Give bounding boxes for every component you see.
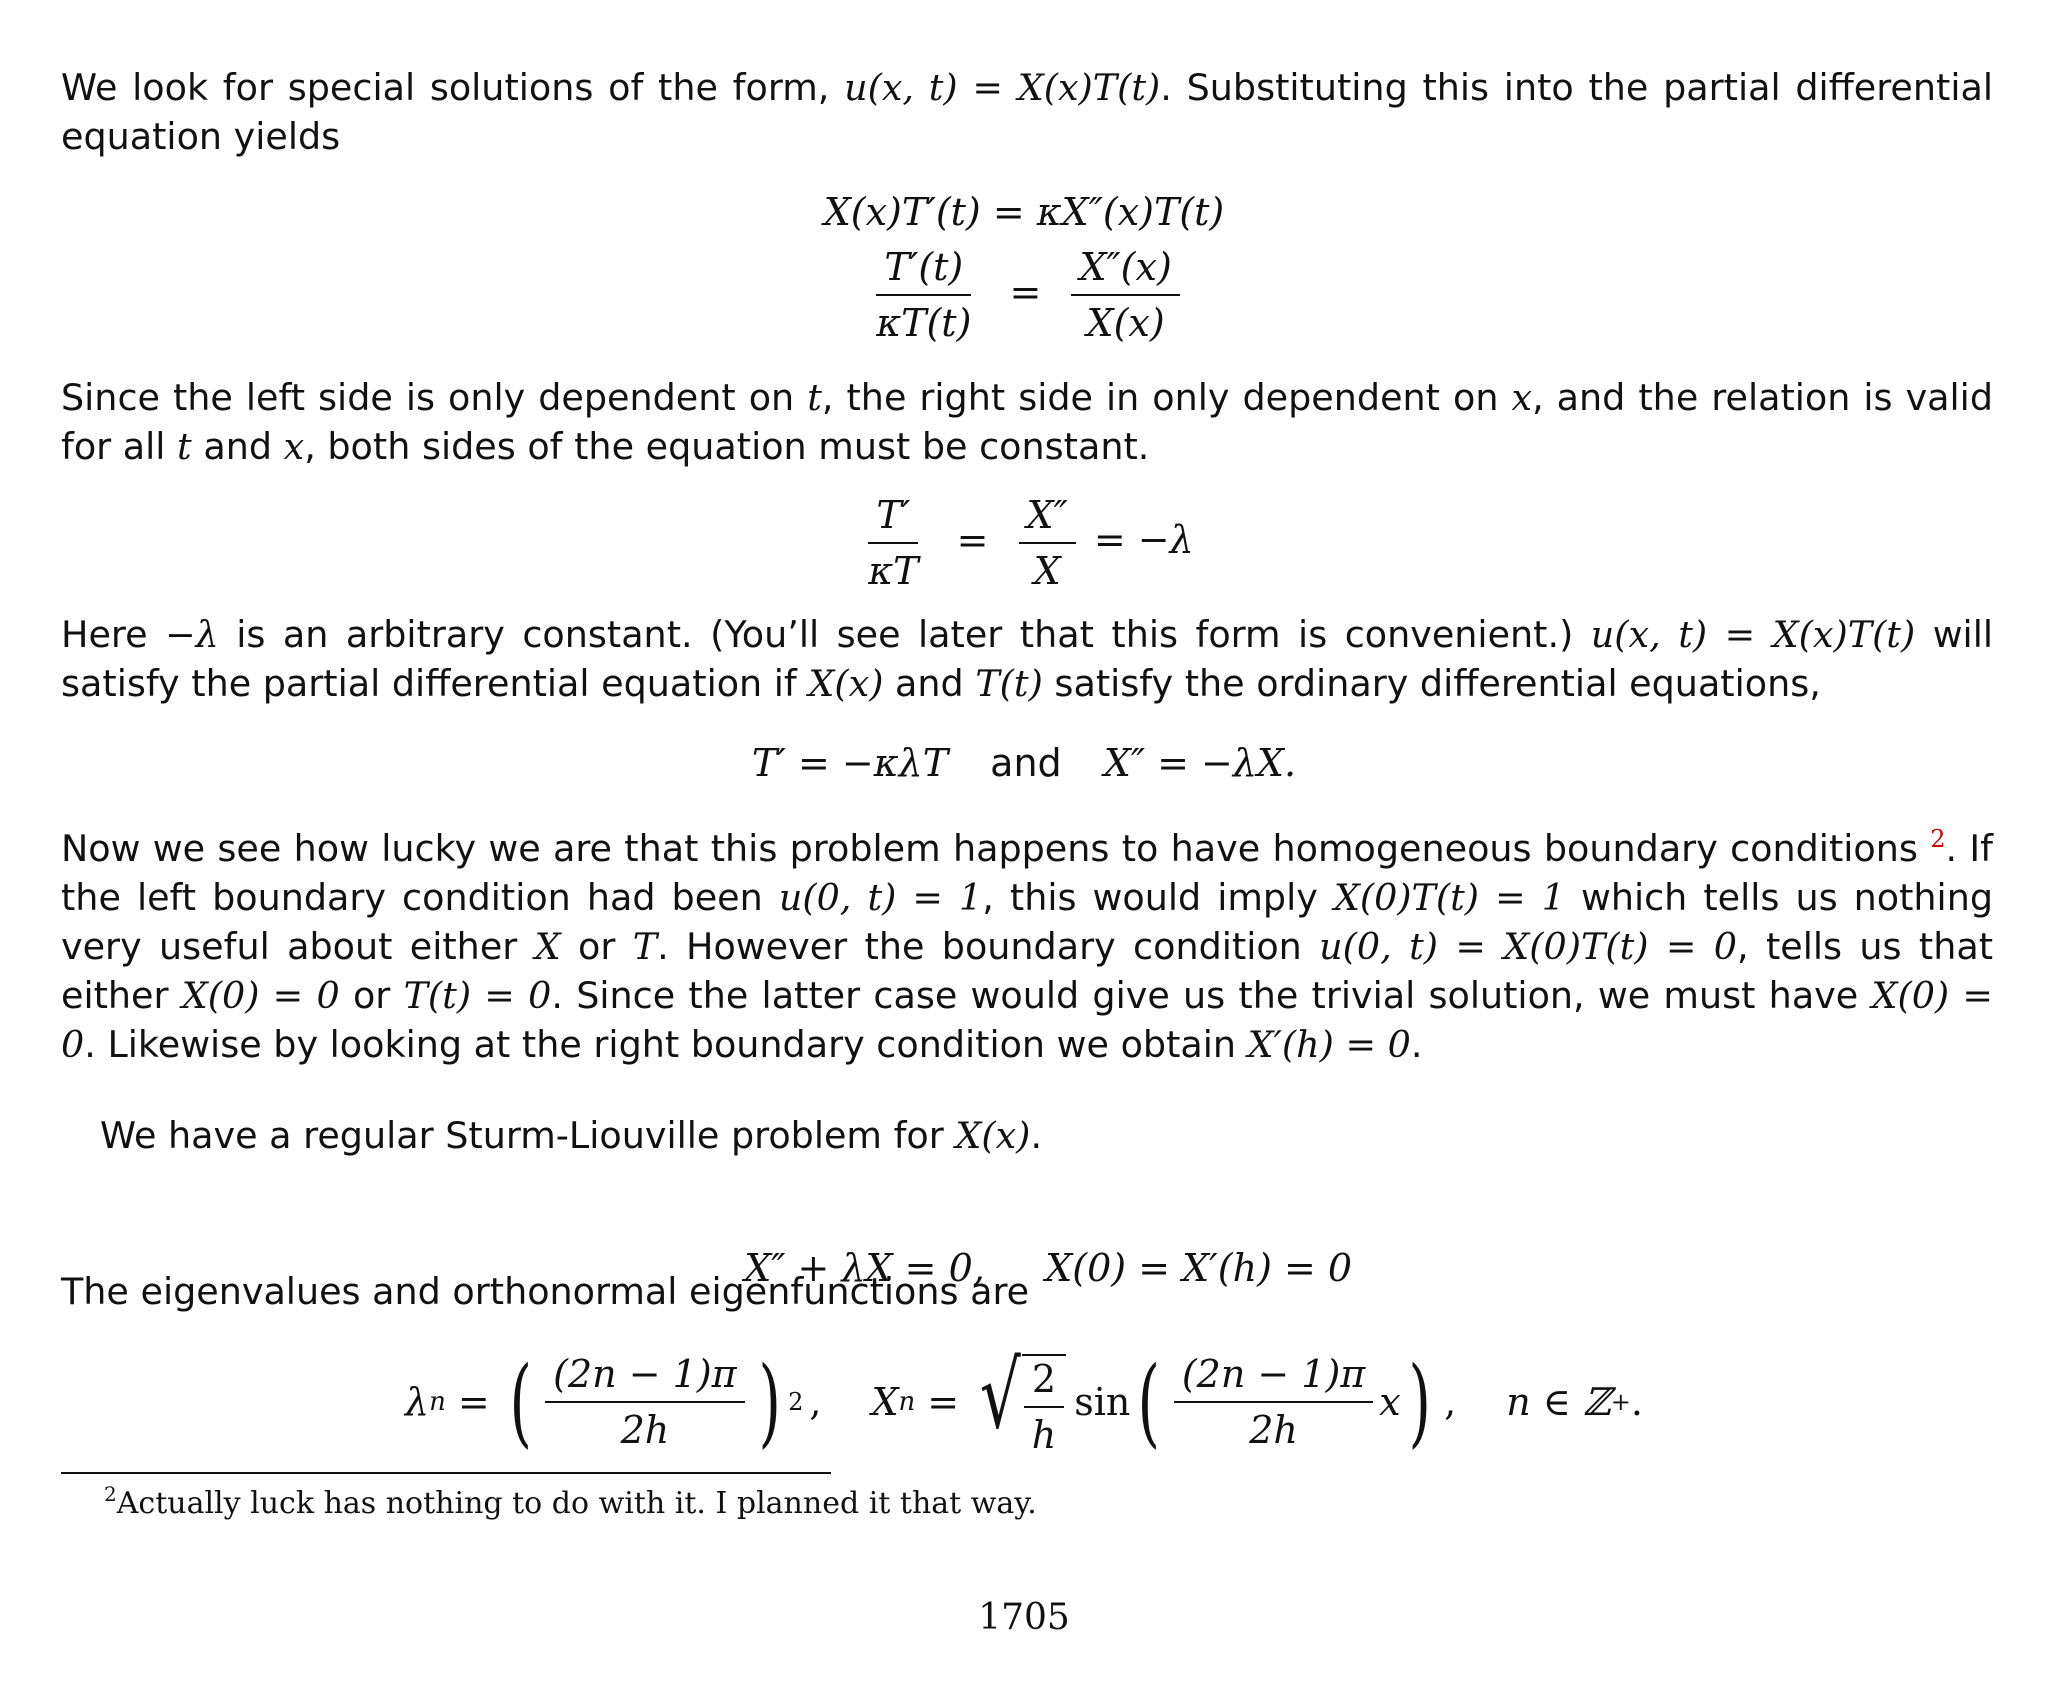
lambda-symbol: λ xyxy=(405,1380,430,1424)
paragraph-boundary-conditions xyxy=(61,815,1993,1069)
exponent: 2 xyxy=(788,1388,804,1416)
text-run: or xyxy=(560,925,633,968)
fraction-eigenvalue xyxy=(545,1351,744,1453)
denominator: h xyxy=(1031,1413,1057,1457)
equals-sign: = xyxy=(457,1380,490,1424)
ode-X: X″ = −λX. xyxy=(1103,741,1297,785)
math-inline: −λ xyxy=(165,613,219,656)
subscript: n xyxy=(429,1387,446,1417)
text-run: . Since the latter case would give us the trivial solution, we must have xyxy=(551,974,1872,1017)
equation-line: X(x)T′(t) = κX″(x)T(t) xyxy=(823,190,1225,234)
right-paren: ) xyxy=(758,1346,781,1458)
text-run: will satisfy the partial differential equation if xyxy=(61,613,1993,705)
text-run: . However the boundary condition xyxy=(657,925,1320,968)
math-inline: u(0, t) = 1 xyxy=(778,876,983,919)
text-run: which tells us nothing very useful about either xyxy=(61,876,1993,968)
equation-separated xyxy=(0,244,2048,346)
subscript: n xyxy=(898,1387,916,1417)
denominator: 2h xyxy=(1249,1408,1298,1452)
left-paren: ( xyxy=(1137,1346,1161,1458)
math-inline: T(t) = 0 xyxy=(403,974,552,1017)
numerator: (2n − 1)π xyxy=(1174,1351,1373,1403)
denominator: X(x) xyxy=(1086,301,1165,345)
period: . xyxy=(1630,1380,1643,1424)
equation-substitution xyxy=(0,186,2048,238)
numerator: 2 xyxy=(1024,1356,1064,1408)
equation-odes xyxy=(0,737,2048,789)
conjunction: and xyxy=(990,741,1062,785)
paragraph-intro xyxy=(61,63,1993,161)
text-run: . Likewise by looking at the right boundary condition we obtain xyxy=(84,1023,1248,1066)
math-inline: X xyxy=(534,925,561,968)
text-run: Here xyxy=(61,613,166,656)
text-run: Now we see how lucky we are that this problem happens to have homogeneous boundary conditions xyxy=(61,827,1931,870)
math-inline: x xyxy=(1511,376,1533,419)
equation-line: X″ + λX = 0, X(0) = X′(h) = 0 xyxy=(744,1246,1353,1290)
paragraph-odes xyxy=(61,610,1993,708)
math-inline: X(x) xyxy=(955,1114,1031,1157)
footnote-text: Actually luck has nothing to do with it. I planned it that way. xyxy=(116,1486,1037,1521)
radicand xyxy=(1022,1354,1066,1458)
denominator: κT xyxy=(868,549,919,593)
fraction-radicand xyxy=(1024,1356,1064,1458)
text-run: , and the relation is valid for all xyxy=(61,376,1993,468)
math-inline: X(x) xyxy=(808,662,884,705)
text-run: , this would imply xyxy=(982,876,1334,919)
text-run: , tells us that either xyxy=(61,925,1994,1017)
text-run: The eigenvalues and orthonormal eigenfunctions are xyxy=(61,1270,1030,1313)
text-run: We have a regular Sturm-Liouville problem for xyxy=(100,1114,956,1157)
text-run: is an arbitrary constant. (You’ll see later that this form is convenient.) xyxy=(218,613,1591,656)
comma: , xyxy=(1444,1380,1457,1424)
text-run: Since the left side is only dependent on xyxy=(61,376,808,419)
numerator: T′(t) xyxy=(876,244,971,296)
footnote xyxy=(104,1474,1037,1524)
superscript: + xyxy=(1610,1388,1631,1416)
numerator: (2n − 1)π xyxy=(545,1351,744,1403)
fraction-rhs xyxy=(1071,244,1179,346)
math-inline: u(x, t) = X(x)T(t) xyxy=(1590,613,1916,656)
footnote-mark: 2 xyxy=(104,1482,117,1506)
domain-set: n ∈ ℤ xyxy=(1506,1380,1611,1424)
paragraph-sturm-liouville xyxy=(100,1111,1993,1160)
text-run: , the right side in only dependent on xyxy=(821,376,1512,419)
math-inline: t xyxy=(177,425,192,468)
math-inline: X(0)T(t) = 1 xyxy=(1333,876,1565,919)
text-run: . xyxy=(1410,1023,1423,1066)
math-inline: T xyxy=(632,925,658,968)
equation-rhs: = −λ xyxy=(1093,517,1194,562)
right-paren: ) xyxy=(1408,1346,1431,1458)
equation-eigen xyxy=(0,1342,2048,1462)
text-run: or xyxy=(339,974,404,1017)
text-run: We look for special solutions of the form, xyxy=(61,66,845,109)
text-run: and xyxy=(191,425,284,468)
text-run: satisfy the ordinary differential equations, xyxy=(1042,662,1821,705)
paragraph-constant xyxy=(61,373,1993,471)
math-inline: u(x, t) = X(x)T(t) xyxy=(844,66,1161,109)
text-run: . Substituting this into the partial differential equation yields xyxy=(61,66,1993,158)
denominator: X xyxy=(1033,549,1061,593)
sin-function: sin xyxy=(1074,1380,1131,1424)
math-inline: t xyxy=(807,376,822,419)
radical-icon: √ xyxy=(979,1342,1021,1449)
equals-sign: = xyxy=(1009,269,1042,314)
text-run: . xyxy=(1030,1114,1043,1157)
math-inline: X(0) = 0 xyxy=(181,974,340,1017)
paragraph-eigen xyxy=(61,1267,1993,1316)
numerator: X″ xyxy=(1019,492,1076,544)
fraction-T xyxy=(860,492,926,594)
denominator: 2h xyxy=(620,1408,670,1452)
ode-T: T′ = −κλT xyxy=(751,741,949,785)
footnote-link[interactable]: 2 xyxy=(1930,825,1946,853)
left-paren: ( xyxy=(509,1346,532,1458)
text-run: . If the left boundary condition had been xyxy=(61,827,1993,919)
equals-sign: = xyxy=(927,1380,960,1424)
math-inline: x xyxy=(283,425,305,468)
square-root xyxy=(971,1342,1066,1458)
math-inline: u(0, t) = X(0)T(t) = 0 xyxy=(1319,925,1737,968)
equation-separation-constant xyxy=(0,492,2048,594)
text-run: , both sides of the equation must be constant. xyxy=(304,425,1150,468)
numerator: T′ xyxy=(868,492,918,544)
comma: , xyxy=(809,1380,822,1424)
X-symbol: X xyxy=(871,1380,899,1424)
denominator: κT(t) xyxy=(876,301,972,345)
text-run: and xyxy=(883,662,976,705)
fraction-X xyxy=(1019,492,1076,594)
equals-sign: = xyxy=(956,517,989,562)
variable-x: x xyxy=(1379,1380,1401,1424)
page-number: 1705 xyxy=(978,1597,1070,1638)
fraction-lhs xyxy=(868,244,979,346)
math-inline: X′(h) = 0 xyxy=(1247,1023,1411,1066)
math-inline: T(t) xyxy=(975,662,1043,705)
numerator: X″(x) xyxy=(1071,244,1179,296)
fraction-eigenfunction xyxy=(1174,1351,1373,1453)
math-inline: X(0) = 0 xyxy=(61,974,1993,1066)
